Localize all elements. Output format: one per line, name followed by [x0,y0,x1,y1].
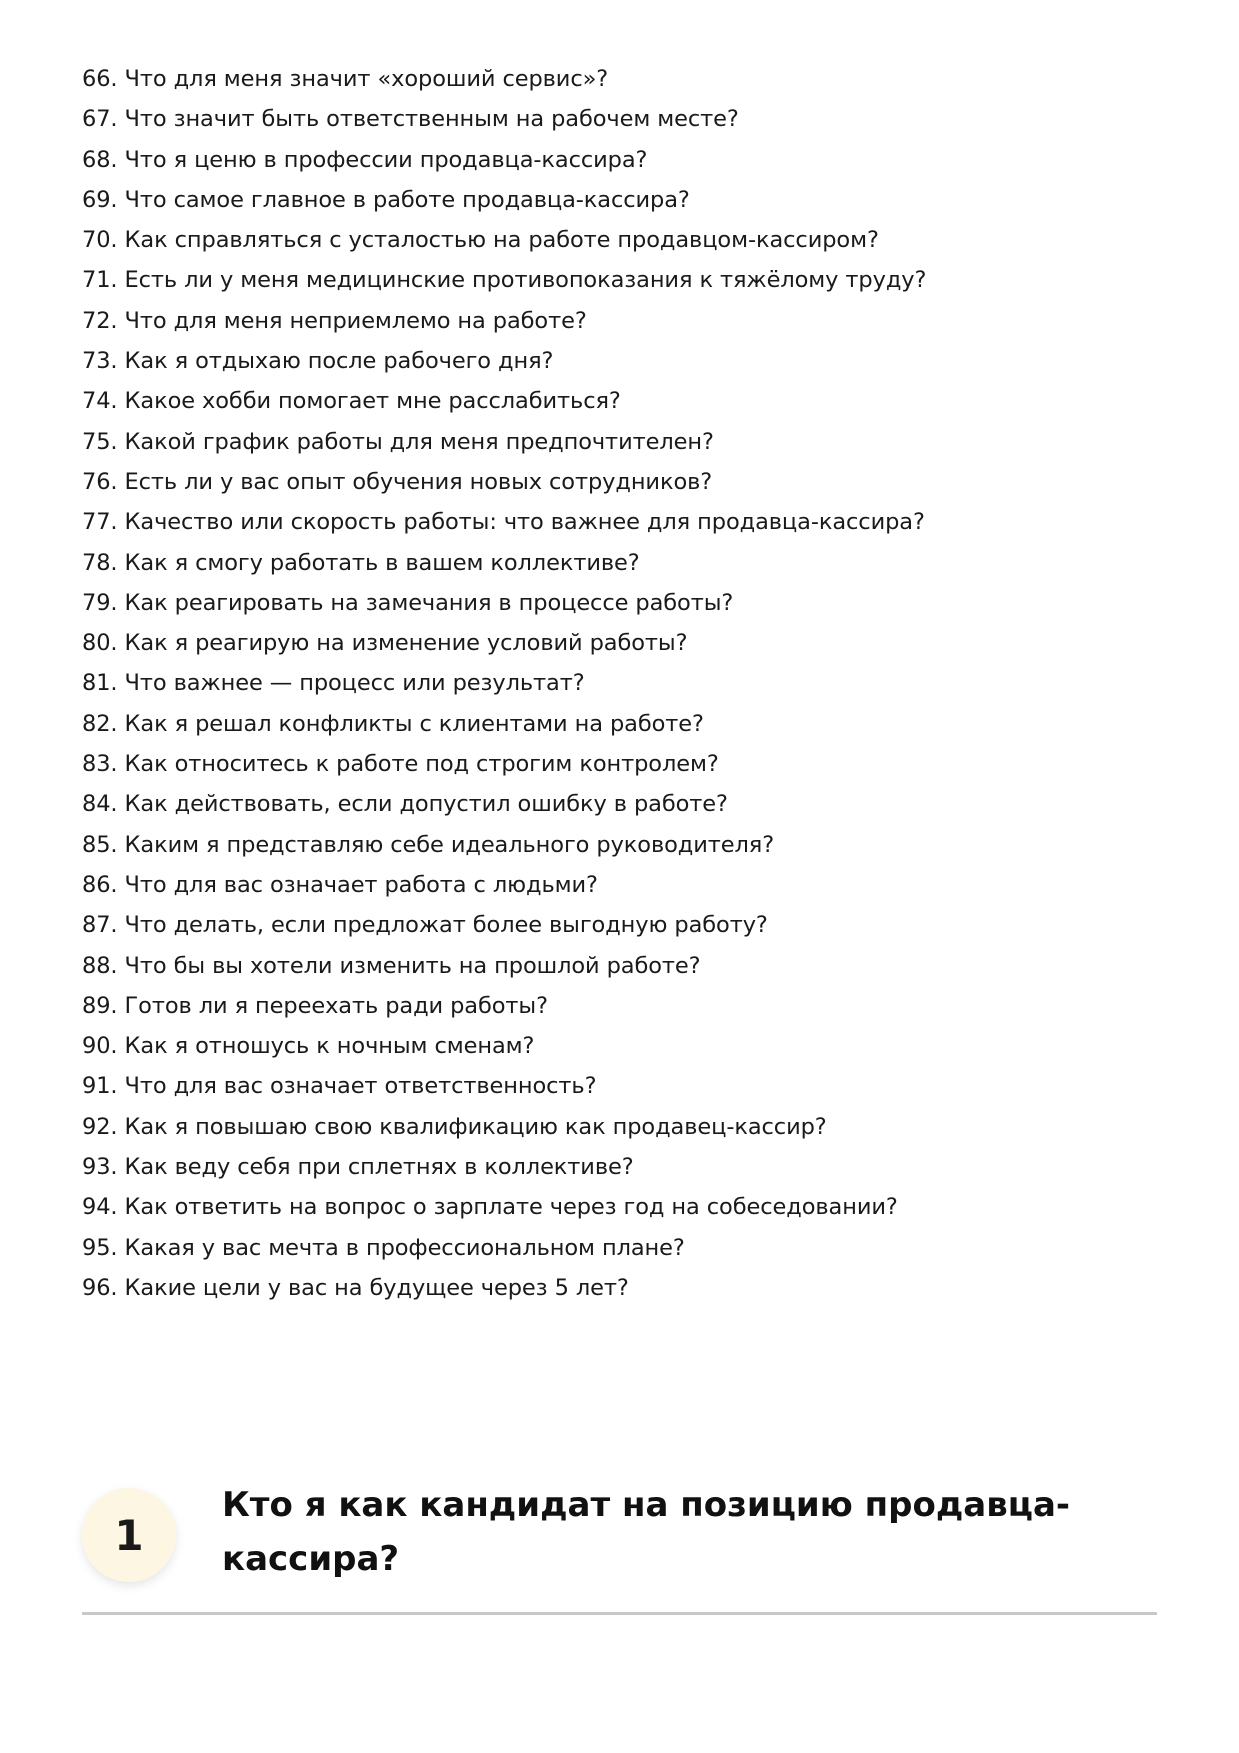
list-item: 93. Как веду себя при сплетнях в коллективе? [82,1154,634,1181]
list-item: 88. Что бы вы хотели изменить на прошлой работе? [82,952,701,979]
question-list [82,59,926,1308]
list-item: 66. Что для меня значит «хороший сервис»? [82,66,609,92]
list-item: 92. Как я повышаю свою квалификацию как продавец-кассир? [82,1113,827,1140]
list-item: 89. Готов ли я переехать ради работы? [82,992,548,1019]
section-number-badge: 1 [82,1488,176,1582]
list-item: 91. Что для вас означает ответственность? [82,1073,597,1100]
list-item: 82. Как я решал конфликты с клиентами на работе? [82,710,704,737]
list-item: 77. Качество или скорость работы: что важнее для продавца-кассира? [82,509,925,536]
list-item: 69. Что самое главное в работе продавца-кассира? [82,186,690,213]
list-item: 73. Как я отдыхаю после рабочего дня? [82,348,554,375]
list-item: 94. Как ответить на вопрос о зарплате через год на собеседовании? [82,1194,898,1221]
list-item: 87. Что делать, если предложат более выгодную работу? [82,912,768,939]
list-item: 95. Какая у вас мечта в профессиональном плане? [82,1234,685,1261]
list-item: 71. Есть ли у меня медицинские противопоказания к тяжёлому труду? [82,267,927,294]
list-item: 96. Какие цели у вас на будущее через 5 лет? [82,1274,629,1301]
list-item: 90. Как я отношусь к ночным сменам? [82,1033,535,1060]
list-item: 84. Как действовать, если допустил ошибку в работе? [82,791,728,818]
section-header [82,1478,1157,1615]
list-item: 70. Как справляться с усталостью на работе продавцом-кассиром? [82,227,879,254]
list-item: 85. Каким я представляю себе идеального руководителя? [82,831,775,858]
list-item: 86. Что для вас означает работа с людьми? [82,871,598,898]
list-item: 76. Есть ли у вас опыт обучения новых сотрудников? [82,468,713,495]
list-item: 72. Что для меня неприемлемо на работе? [82,307,587,334]
list-item: 78. Как я смогу работать в вашем коллективе? [82,549,640,576]
section-title: Кто я как кандидат на позицию продавца-кассира? [222,1485,1071,1579]
list-item: 67. Что значит быть ответственным на рабочем месте? [82,106,739,133]
list-item: 75. Какой график работы для меня предпочтителен? [82,428,714,455]
list-item: 80. Как я реагирую на изменение условий работы? [82,630,688,657]
list-item: 74. Какое хобби помогает мне расслабиться? [82,388,621,415]
list-item: 83. Как относитесь к работе под строгим контролем? [82,751,719,778]
list-item: 79. Как реагировать на замечания в процессе работы? [82,589,734,616]
list-item: 81. Что важнее — процесс или результат? [82,670,585,697]
list-item: 68. Что я ценю в профессии продавца-кассира? [82,146,648,173]
